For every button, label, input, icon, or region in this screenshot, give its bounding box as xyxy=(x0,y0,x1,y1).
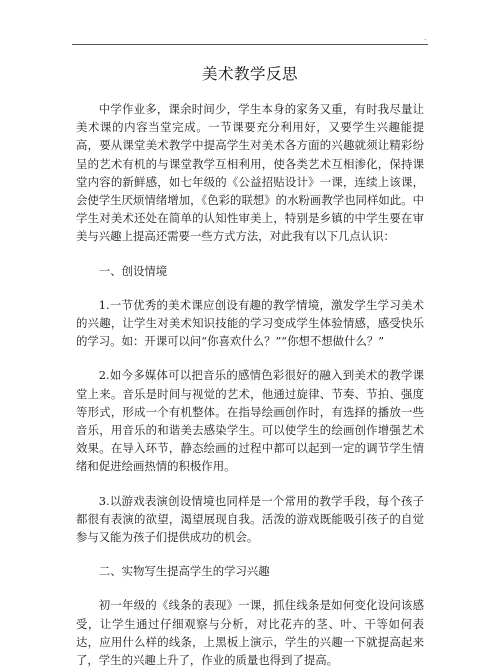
paragraph-1-2: 2.如今多媒体可以把音乐的感情色彩很好的融入到美术的教学课堂上来。音乐是时间与视觉的艺术，他通过旋律、节奏、节拍、强度等形式，形成一个有机整体。在指导绘画创作时，有选择的播放一些音乐，用音乐的和谐美去感染学生。可以使学生的绘画创作增强艺术效果。在导入环节，静态绘画的过程中都可以起到一定的调节学生情绪和促进绘画热情的积极作用。 xyxy=(76,368,424,474)
paragraph-1-1: 1.一节优秀的美术课应创设有趣的教学情境，激发学生学习美术的兴趣，让学生对美术知识技能的学习变成学生体验情感，感受快乐的学习。如：开课可以问“你喜欢什么？”“你想不想做什么？” xyxy=(76,297,424,349)
section-heading-2: 二、实物写生提高学生的学习兴趣 xyxy=(98,564,270,579)
paragraph-intro: 中学作业多，课余时间少，学生本身的家务又重，有时我尽量让美术课的内容当堂完成。一节课要充分利用好，又要学生兴趣能提高，要从课堂美术教学中提高学生对美术各方面的兴趣就须让精彩纷呈的艺术有机的与课堂教学互相利用，使各类艺术互相渗化，保持课堂内容的新鲜感，如七年级的《公益招贴设计》一课，连续上该课，会使学生厌烦情绪增加，《色彩的联想》的水粉画教学也同样如此。中学生对美术还处在简单的认知性审美上，特别是乡镇的中学生要在审美与兴趣上提高还需要一些方式方法，对此我有以下几点认识： xyxy=(76,102,424,244)
header-rule xyxy=(72,44,428,45)
document-body xyxy=(76,100,424,669)
paragraph-1-3: 3.以游戏表演创设情境也同样是一个常用的教学手段，每个孩子都很有表演的欲望，渴望展现自我。活泼的游戏既能吸引孩子的自觉参与又能为孩子们提供成功的机会。 xyxy=(76,493,424,545)
section-heading-1: 一、创设情境 xyxy=(98,263,168,278)
paragraph-2-1: 初一年级的《线条的表现》一课，抓住线条是如何变化设问该感受，让学生通过仔细观察与分析，对比花卉的茎、叶、干等如何表达，应用什么样的线条，上黑板上演示，学生的兴趣一下就提高起来了，学生的兴趣上升了，作业的质量也得到了提高。 xyxy=(76,598,424,668)
header-mark: . xyxy=(424,33,427,42)
document-title: 美术教学反思 xyxy=(201,65,298,83)
